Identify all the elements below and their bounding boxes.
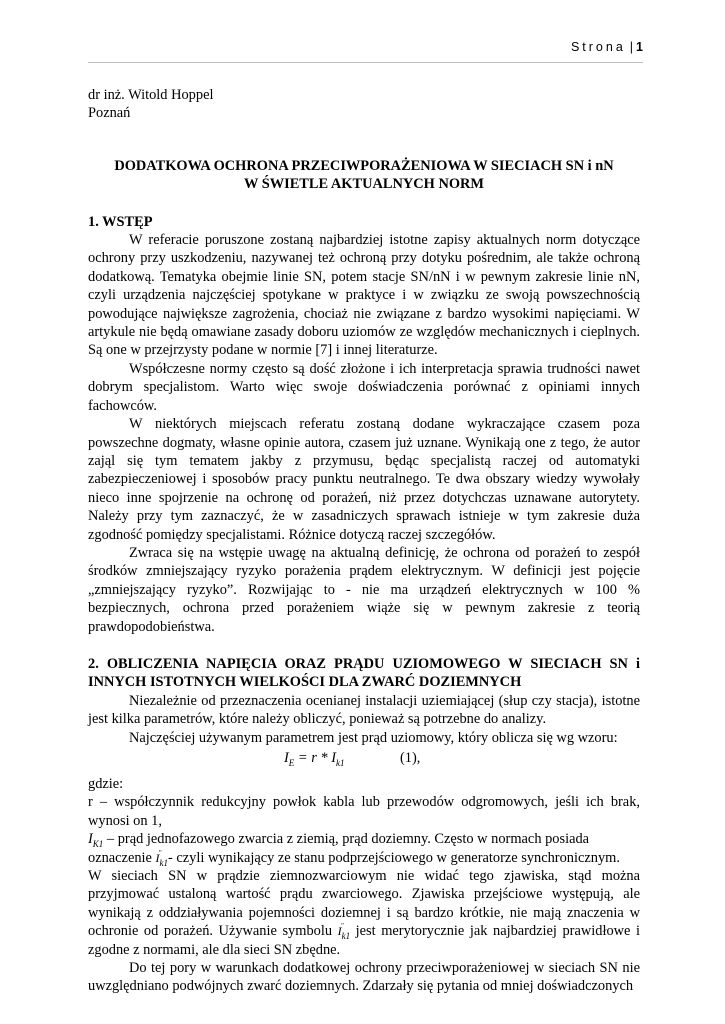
page-label: Strona [570,40,626,54]
section-1-heading: 1. WSTĘP [88,213,153,230]
header-rule [88,62,643,63]
page-number: 1 [636,40,643,54]
section-2-paragraph-2: Najczęściej używanym parametrem jest prąd uziomowy, który oblicza się wg wzoru: [129,729,618,746]
definition-ik1-subtransient: oznaczenie I " $_{k1}$- czyli wynikający ze stanu podprzejściowego w generatorze synchronicznym. [88,848,620,868]
page-header [571,40,643,54]
section-2-paragraph-4: Do tej pory w warunkach dodatkowej ochrony przeciwporażeniowej w sieciach SN nie uwzględniano podwójnych zwarć doziemnych. Zdarzały się pytania od mniej doświadczonych [88,960,640,995]
definition-r: r – współczynnik redukcyjny powłok kabla lub przewodów odgromowych, jeśli ich brak, wynosi on 1, [88,794,640,829]
formula-number: (1), [400,750,421,766]
section-2-paragraph-1: Niezależnie od przeznaczenia ocenianej instalacji uziemiającej (słup czy stacja), istotne jest kilka parametrów, które należy obliczyć, ponieważ są potrzebne do analizy. [88,692,640,728]
section-2-heading: 2. OBLICZENIA NAPIĘCIA ORAZ PRĄDU UZIOMOWEGO W SIECIACH SN i INNYCH ISTOTNYCH WIELKOŚCI DLA ZWARĆ DOZIEMNYCH [88,655,640,691]
page-separator: | [629,40,634,54]
document-body [88,86,640,996]
author-city: Poznań [88,105,131,122]
section-1-paragraph-4: Zwraca się na wstępie uwagę na aktualną definicję, że ochrona od porażeń to zespół środków zmniejszający ryzyko porażenia prądem elektrycznym. W definicji jest pojęcie „zmniejszający ryzyko”. Rozwijając to - nie ma urządzeń elektrycznych w 100 % bezpiecznych, ochrona przed porażeniem wiąże się w pewnym zakresie z teorią prawdopodobieństwa. [88,544,640,635]
section-1-paragraph-2: Współczesne normy często są dość złożone i ich interpretacja sprawia trudności nawet dobrym specjalistom. Warto więc swoje doświadczenia porównać z opiniami innych fachowców. [88,360,640,414]
section-1-paragraph-3: W niektórych miejscach referatu zostaną dodane wykraczające czasem poza powszechne dogmaty, własne opinie autora, czasem już uznane. Wynikają one z tego, że autor zająl się tym tematem jakby z przymusu, będąc specjalistą raczej od automatyki zabezpieczeniowej i sposobów pracy punktu neutralnego. Te dwa obszary wiedzy wywołały nieco inne spojrzenie na ochronę od porażeń, niż przez dotychczas uznawane autorytety. Należy przy tym zaznaczyć, że w zasadniczych sprawach istnieje w tym zakresie duża zgodność pomiędzy specjalistami. Różnice dotyczą raczej szczegółów. [88,416,640,543]
section-1-paragraph-1: W referacie poruszone zostaną najbardziej istotne zapisy aktualnych norm dotyczące ochrony przy uszkodzeniu, nazywanej też ochroną przy dotyku pośrednim, ale także ochroną dodatkową. Tematyka obejmie linie SN, potem stacje SN/nN i w pewnym zakresie linie nN, czyli urządzenia najczęściej spotykane w praktyce i w związku ze swoją powszechnością powodujące największe zagrożenia, chociaż nie związane z bardzo wysokimi napięciami. W artykule nie będą omawiane zasady doboru uziomów ze względów mechanicznych i cieplnych. Są one w przejrzysty podane w normie [7] i innej literaturze. [88,232,640,359]
document-title [88,157,640,194]
section-2-paragraph-3: W sieciach SN w prądzie ziemnozwarciowym nie widać tego zjawiska, stąd można przyjmować ustaloną wartość prądu zwarciowego. Zjawiska przejściowe występują, ale wynikają z oddziaływania pojemności doziemnej i są bardzo krótkie, nie mają znaczenia w ochronie od porażeń. Używanie symbolu I " $_{k1}$ jest merytorycznie jak najbardziej prawidłowe i zgodne z normami, ale dla sieci SN zbędne. [88,868,640,958]
title-line-2: W ŚWIETLE AKTUALNYCH NORM [243,176,485,193]
where-label: gdzie: [88,776,124,792]
formula-expression: $I_E = r * I_{k1}$ [284,750,345,768]
definition-ik1: $I_{K1}$ – prąd jednofazowego zwarcia z ziemią, prąd doziemny. Często w normach posiada [88,831,590,850]
formula-1 [88,749,640,769]
title-line-1: DODATKOWA OCHRONA PRZECIWPORAŻENIOWA W SIECIACH SN i nN [114,157,614,174]
author-name: dr inż. Witold Hoppel [88,87,214,103]
